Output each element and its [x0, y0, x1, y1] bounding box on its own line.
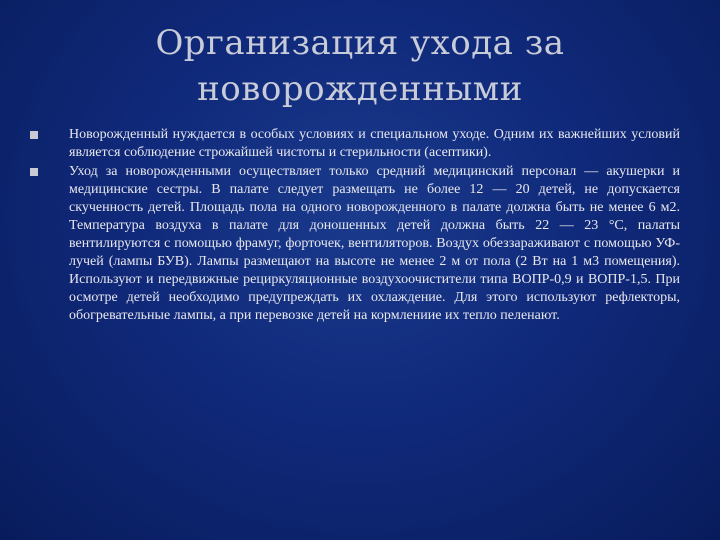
square-bullet-icon	[30, 168, 38, 176]
bullet-list	[30, 126, 680, 326]
square-bullet-icon	[30, 131, 38, 139]
bullet-item	[30, 126, 680, 162]
bullet-text: Уход за новорожденными осуществляет только средний медицинский персонал — акушерки и медицинские сестры. В палате следует размещать не более 12 — 20 детей, не допускается скученность детей. Площадь пола на одного новорожденного в палате должна быть не менее 6 м2. Температура воздуха в палате для доношенных детей должна быть 22 — 23 °С, палаты вентилируются с помощью фрамуг, форточек, вентиляторов. Воздух обеззараживают с помощью УФ-лучей (лампы БУВ). Лампы размещают на высоте не менее 2 м от пола (2 Вт на 1 м3 помещения). Используют и передвижные рециркуляционные воздухоочистители типа ВОПР-0,9 и ВОПР-1,5. При осмотре детей необходимо предупреждать их охлаждение. Для этого используют рефлекторы, обогревательные лампы, а при перевозке детей на кормлениие их тепло пеленают.	[69, 164, 680, 323]
bullet-text: Новорожденный нуждается в особых условиях и специальном уходе. Одним их важнейших условий является соблюдение строжайшей чистоты и стерильности (асептики).	[69, 127, 680, 160]
slide-title	[120, 20, 600, 112]
slide-title-line-2: новорожденными	[197, 69, 523, 109]
slide-title-line-1: Организация ухода за	[155, 23, 565, 63]
bullet-item	[30, 163, 680, 325]
